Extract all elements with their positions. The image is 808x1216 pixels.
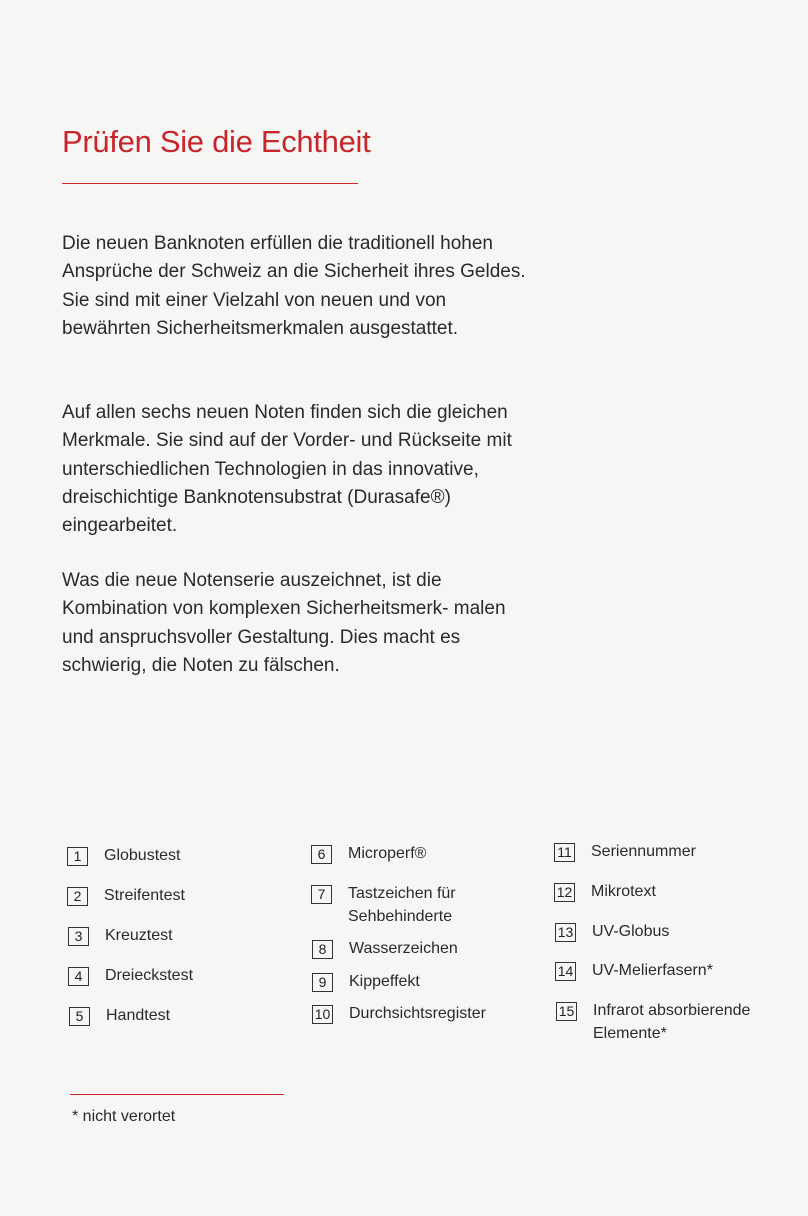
feature-item-8 [312, 940, 458, 960]
feature-label: UV-Melierfasern* [592, 962, 713, 979]
feature-label: Wasserzeichen [349, 940, 458, 957]
intro-paragraph-1: Die neuen Banknoten erfüllen die traditionell hohen Ansprüche der Schweiz an die Sicherheit ihres Geldes. Sie sind mit einer Vielzahl von neuen und von bewährten Sicherheitsmerkmalen ausgestattet. [62, 233, 526, 339]
footnote: * nicht verortet [72, 1108, 176, 1125]
feature-number-badge: 6 [311, 845, 332, 864]
feature-label: Streifentest [104, 887, 185, 904]
feature-item-11 [554, 843, 696, 863]
page-title: Prüfen Sie die Echtheit [62, 124, 371, 159]
feature-label: Seriennummer [591, 843, 696, 860]
feature-number-badge: 5 [69, 1007, 90, 1026]
feature-number-badge: 14 [555, 962, 576, 981]
feature-label: Handtest [106, 1007, 171, 1024]
feature-item-5 [69, 1007, 170, 1027]
feature-number-badge: 4 [68, 967, 89, 986]
feature-number-badge: 15 [556, 1002, 577, 1021]
feature-number-badge: 8 [312, 940, 333, 959]
feature-label: Dreieckstest [105, 967, 194, 984]
feature-label: UV-Globus [592, 923, 670, 940]
feature-number-badge: 12 [554, 883, 575, 902]
title-underline [62, 183, 358, 184]
feature-number-badge: 9 [312, 973, 333, 992]
feature-label: Microperf® [348, 845, 427, 862]
intro-paragraph-2: Auf allen sechs neuen Noten finden sich die gleichen Merkmale. Sie sind auf der Vorder- und Rückseite mit unterschiedlichen Technologien in das innovative, dreischichtige Banknotensubstrat (Durasafe®) eingearbeitet. [62, 402, 512, 537]
feature-item-7 [311, 885, 538, 928]
feature-item-2 [67, 887, 185, 907]
feature-item-10 [312, 1005, 486, 1025]
intro-paragraph-3: Was die neue Notenserie auszeichnet, ist die Kombination von komplexen Sicherheitsmerk- malen und anspruchsvoller Gestaltung. Dies macht es schwierig, die Noten zu fälschen. [62, 570, 506, 676]
feature-item-15 [556, 1002, 783, 1045]
feature-number-badge: 10 [312, 1005, 333, 1024]
feature-number-badge: 7 [311, 885, 332, 904]
feature-number-badge: 1 [67, 847, 88, 866]
feature-number-badge: 13 [555, 923, 576, 942]
footnote-divider [70, 1094, 284, 1095]
feature-item-9 [312, 973, 420, 993]
feature-label: Tastzeichen für Sehbehinderte [348, 885, 456, 925]
feature-label: Infrarot absorbierende Elemente* [593, 1002, 751, 1042]
feature-item-14 [555, 962, 713, 982]
feature-item-3 [68, 927, 173, 947]
feature-label: Kreuztest [105, 927, 173, 944]
feature-item-6 [311, 845, 426, 865]
feature-item-13 [555, 923, 669, 943]
feature-label: Kippeffekt [349, 973, 420, 990]
feature-label: Durchsichtsregister [349, 1005, 486, 1022]
feature-item-12 [554, 883, 656, 903]
feature-number-badge: 3 [68, 927, 89, 946]
feature-item-4 [68, 967, 193, 987]
feature-label: Globustest [104, 847, 181, 864]
feature-number-badge: 2 [67, 887, 88, 906]
feature-item-1 [67, 847, 180, 867]
feature-number-badge: 11 [554, 843, 575, 862]
feature-label: Mikrotext [591, 883, 656, 900]
